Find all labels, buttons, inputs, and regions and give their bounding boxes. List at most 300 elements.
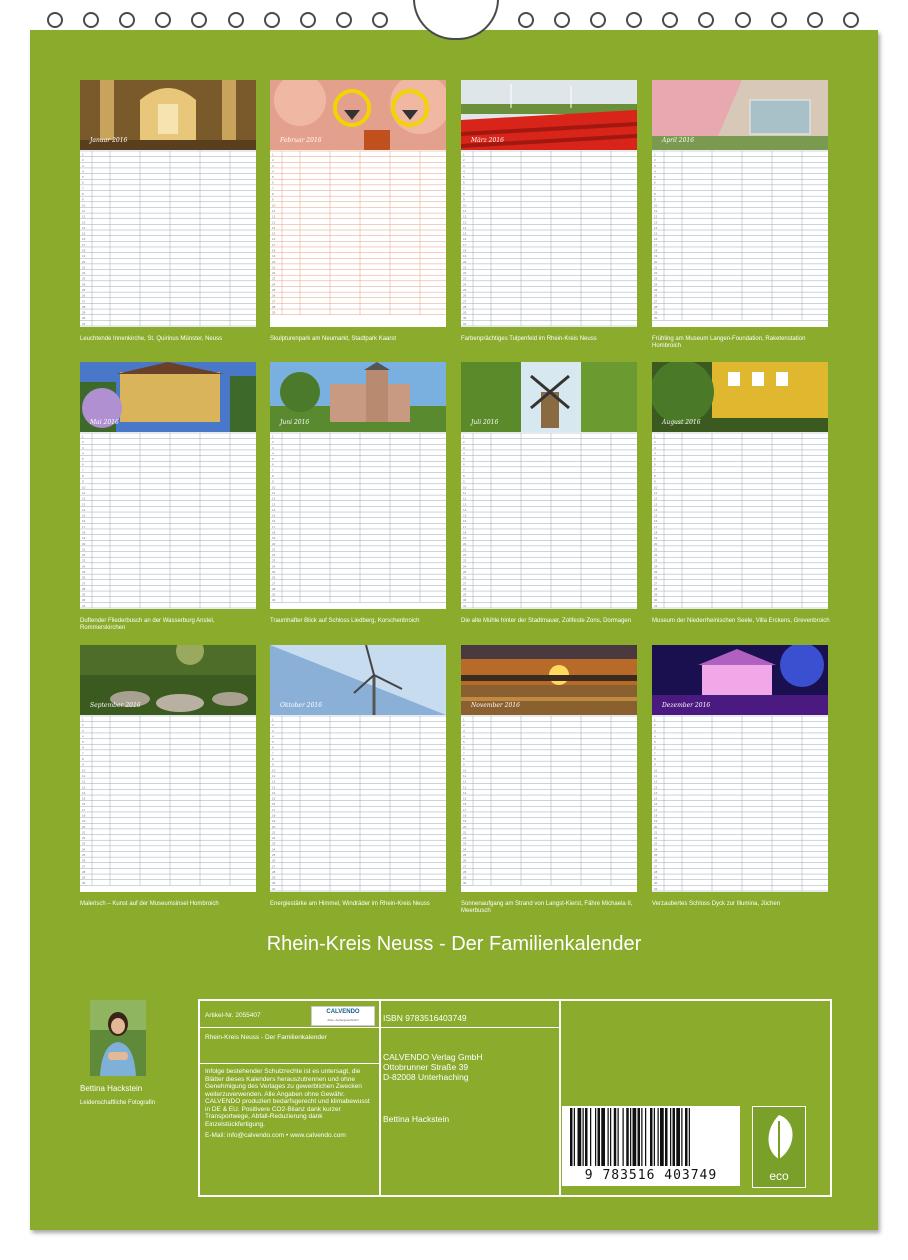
svg-text:27: 27 — [463, 299, 467, 304]
svg-text:15: 15 — [82, 231, 86, 236]
month-caption: Frühling am Museum Langen-Foundation, Raketenstation Hombroich — [652, 336, 806, 349]
svg-text:25: 25 — [272, 570, 276, 574]
svg-text:27: 27 — [272, 864, 276, 869]
svg-text:27: 27 — [654, 864, 658, 869]
eco-badge — [752, 1106, 806, 1188]
month-name: September 2016 — [90, 702, 141, 709]
svg-text:7: 7 — [654, 751, 656, 756]
month-photo — [652, 362, 828, 432]
svg-text:2: 2 — [82, 723, 84, 728]
svg-text:7: 7 — [82, 468, 84, 473]
svg-text:16: 16 — [654, 237, 658, 242]
binding-hole — [807, 12, 823, 28]
month-photo — [270, 645, 446, 715]
svg-text:23: 23 — [654, 841, 658, 846]
svg-text:23: 23 — [654, 276, 658, 281]
svg-text:10: 10 — [654, 485, 658, 490]
svg-text:27: 27 — [82, 581, 86, 586]
svg-text:1: 1 — [272, 434, 274, 439]
svg-text:16: 16 — [654, 519, 658, 524]
svg-text:7: 7 — [272, 186, 274, 191]
svg-text:14: 14 — [654, 507, 658, 512]
svg-text:21: 21 — [463, 547, 467, 552]
svg-text:7: 7 — [654, 186, 656, 191]
svg-text:4: 4 — [272, 169, 274, 174]
month-caption: Energiestärke am Himmel, Windräder im Rhein-Kreis Neuss — [270, 901, 430, 907]
svg-text:29: 29 — [654, 310, 658, 315]
binding-hole — [590, 12, 606, 28]
svg-text:19: 19 — [82, 254, 86, 259]
svg-text:5: 5 — [272, 175, 274, 180]
divider — [200, 1027, 380, 1028]
isbn: ISBN 9783516403749 — [383, 1013, 467, 1023]
svg-text:12: 12 — [463, 496, 467, 501]
svg-text:15: 15 — [272, 231, 276, 236]
binding-hole — [119, 12, 135, 28]
svg-text:20: 20 — [82, 541, 86, 546]
svg-text:26: 26 — [463, 858, 467, 863]
svg-text:18: 18 — [272, 813, 276, 818]
svg-text:11: 11 — [463, 773, 467, 778]
svg-text:14: 14 — [82, 790, 86, 795]
svg-text:15: 15 — [82, 796, 86, 801]
binding-hole — [372, 12, 388, 28]
svg-text:23: 23 — [82, 558, 86, 563]
svg-text:2: 2 — [654, 440, 656, 445]
publisher-line2: Ottobrunner Straße 39 — [383, 1062, 469, 1072]
month-day-grid — [461, 150, 637, 327]
svg-text:26: 26 — [654, 575, 658, 580]
svg-text:18: 18 — [272, 530, 276, 535]
svg-text:6: 6 — [654, 745, 656, 750]
svg-text:7: 7 — [82, 751, 84, 756]
svg-text:10: 10 — [463, 485, 467, 490]
svg-text:20: 20 — [654, 824, 658, 829]
svg-text:15: 15 — [82, 513, 86, 518]
svg-text:20: 20 — [82, 824, 86, 829]
svg-text:27: 27 — [272, 581, 276, 586]
svg-text:21: 21 — [272, 830, 276, 835]
month-name: Dezember 2016 — [662, 702, 711, 709]
svg-text:24: 24 — [82, 282, 86, 287]
svg-text:17: 17 — [272, 242, 276, 247]
svg-text:5: 5 — [463, 175, 465, 180]
svg-text:1: 1 — [463, 152, 465, 157]
svg-text:6: 6 — [654, 180, 656, 185]
svg-text:30: 30 — [272, 881, 276, 886]
svg-text:15: 15 — [654, 231, 658, 236]
svg-text:31: 31 — [463, 321, 467, 326]
svg-text:4: 4 — [82, 451, 84, 456]
svg-text:20: 20 — [654, 259, 658, 264]
binding-hole — [554, 12, 570, 28]
svg-text:29: 29 — [463, 875, 467, 880]
svg-text:3: 3 — [463, 728, 465, 733]
svg-text:13: 13 — [82, 785, 86, 790]
svg-text:31: 31 — [463, 603, 467, 608]
month-panel — [461, 80, 637, 350]
svg-text:31: 31 — [654, 603, 658, 608]
svg-text:14: 14 — [272, 507, 276, 512]
svg-text:2: 2 — [463, 440, 465, 445]
svg-text:23: 23 — [272, 276, 276, 281]
svg-text:2: 2 — [463, 158, 465, 163]
svg-text:8: 8 — [272, 192, 274, 197]
svg-text:8: 8 — [82, 192, 84, 197]
svg-text:6: 6 — [463, 745, 465, 750]
barcode — [562, 1106, 740, 1186]
svg-text:26: 26 — [82, 575, 86, 580]
svg-text:27: 27 — [654, 581, 658, 586]
svg-text:23: 23 — [82, 276, 86, 281]
svg-text:15: 15 — [654, 513, 658, 518]
product-title: Rhein-Kreis Neuss - Der Familienkalender — [205, 1034, 327, 1041]
svg-text:18: 18 — [82, 248, 86, 253]
svg-text:24: 24 — [654, 282, 658, 287]
svg-text:1: 1 — [463, 717, 465, 722]
svg-text:24: 24 — [654, 564, 658, 569]
svg-text:1: 1 — [272, 152, 274, 157]
svg-text:4: 4 — [82, 169, 84, 174]
svg-text:9: 9 — [654, 762, 656, 767]
svg-text:6: 6 — [272, 462, 274, 467]
month-day-grid — [652, 150, 828, 327]
svg-text:27: 27 — [463, 864, 467, 869]
svg-text:19: 19 — [272, 254, 276, 259]
svg-text:16: 16 — [463, 237, 467, 242]
svg-text:17: 17 — [654, 524, 658, 529]
svg-text:23: 23 — [654, 558, 658, 563]
svg-text:11: 11 — [272, 773, 276, 778]
svg-text:15: 15 — [463, 796, 467, 801]
binding-hole — [843, 12, 859, 28]
svg-text:24: 24 — [272, 847, 276, 852]
svg-text:18: 18 — [82, 813, 86, 818]
svg-text:22: 22 — [463, 553, 467, 558]
svg-text:28: 28 — [654, 304, 658, 309]
svg-text:8: 8 — [82, 474, 84, 479]
svg-text:26: 26 — [463, 575, 467, 580]
svg-text:20: 20 — [463, 824, 467, 829]
svg-text:24: 24 — [82, 564, 86, 569]
svg-text:3: 3 — [272, 728, 274, 733]
svg-text:6: 6 — [463, 462, 465, 467]
month-panel — [652, 80, 828, 350]
publisher-line3: D-82008 Unterhaching — [383, 1072, 469, 1082]
month-caption: Sonnenaufgang am Strand von Langst-Kierst, Fähre Michaela II, Meerbusch — [461, 901, 633, 914]
svg-text:3: 3 — [463, 445, 465, 450]
svg-text:27: 27 — [654, 299, 658, 304]
svg-text:19: 19 — [82, 536, 86, 541]
svg-text:12: 12 — [654, 496, 658, 501]
binding-hole — [518, 12, 534, 28]
svg-text:4: 4 — [463, 169, 465, 174]
svg-text:30: 30 — [654, 881, 658, 886]
svg-text:25: 25 — [463, 853, 467, 857]
svg-text:22: 22 — [82, 553, 86, 558]
contact-line: E-Mail: info@calvendo.com • www.calvendo.com — [205, 1132, 346, 1139]
svg-text:18: 18 — [463, 248, 467, 253]
svg-text:29: 29 — [654, 592, 658, 597]
svg-text:8: 8 — [463, 757, 465, 762]
svg-text:19: 19 — [654, 819, 658, 824]
svg-text:5: 5 — [654, 175, 656, 180]
svg-text:6: 6 — [272, 180, 274, 185]
month-day-grid — [270, 432, 446, 609]
svg-text:24: 24 — [463, 282, 467, 287]
svg-text:16: 16 — [82, 519, 86, 524]
svg-text:7: 7 — [654, 468, 656, 473]
svg-text:21: 21 — [463, 830, 467, 835]
svg-text:10: 10 — [654, 768, 658, 773]
svg-text:25: 25 — [463, 288, 467, 292]
svg-text:21: 21 — [82, 830, 86, 835]
month-name: April 2016 — [662, 137, 695, 144]
svg-text:31: 31 — [654, 886, 658, 891]
svg-text:10: 10 — [272, 203, 276, 208]
month-name: Juni 2016 — [280, 419, 310, 426]
svg-text:22: 22 — [272, 553, 276, 558]
month-panel — [270, 362, 446, 632]
svg-text:21: 21 — [82, 547, 86, 552]
svg-text:7: 7 — [272, 468, 274, 473]
svg-text:4: 4 — [463, 451, 465, 456]
svg-text:20: 20 — [272, 541, 276, 546]
svg-text:28: 28 — [272, 586, 276, 591]
svg-text:25: 25 — [82, 853, 86, 857]
svg-text:29: 29 — [272, 310, 276, 315]
svg-text:4: 4 — [654, 451, 656, 456]
month-photo — [652, 80, 828, 150]
svg-text:13: 13 — [463, 502, 467, 507]
svg-text:23: 23 — [272, 841, 276, 846]
svg-text:10: 10 — [82, 768, 86, 773]
binding-hole — [228, 12, 244, 28]
svg-text:17: 17 — [463, 242, 467, 247]
svg-text:1: 1 — [654, 152, 656, 157]
svg-text:6: 6 — [82, 180, 84, 185]
svg-text:5: 5 — [463, 457, 465, 462]
svg-text:1: 1 — [272, 717, 274, 722]
svg-text:13: 13 — [82, 220, 86, 225]
binding-hole — [771, 12, 787, 28]
svg-text:30: 30 — [82, 881, 86, 886]
svg-text:5: 5 — [654, 457, 656, 462]
svg-text:16: 16 — [82, 237, 86, 242]
calendar-title: Rhein-Kreis Neuss - Der Familienkalender — [266, 933, 642, 955]
svg-text:9: 9 — [463, 197, 465, 202]
svg-text:2: 2 — [654, 158, 656, 163]
svg-text:29: 29 — [654, 875, 658, 880]
svg-text:25: 25 — [82, 570, 86, 574]
svg-text:30: 30 — [82, 316, 86, 321]
svg-text:17: 17 — [272, 807, 276, 812]
month-panel — [270, 80, 446, 350]
svg-text:4: 4 — [272, 451, 274, 456]
svg-text:1: 1 — [82, 717, 84, 722]
svg-text:28: 28 — [463, 586, 467, 591]
svg-text:12: 12 — [272, 214, 276, 219]
svg-text:30: 30 — [463, 316, 467, 321]
legal-notice: Infolge bestehender Schutzrechte ist es untersagt, die Blätter dieses Kalenders herauszutrennen und ohne Genehmigung des Verlages zu gewerblichen Zwecken weiterzuverwenden. Alle Angaben ohne Gewähr. CALVENDO produziert bedarfsgerecht und klimabewusst in DE & EU. Positivere CO2-Bilanz dank kurzer Transportwege, Abfall-Reduzierung dank Einzelstückfertigung. — [205, 1068, 370, 1128]
svg-text:7: 7 — [463, 468, 465, 473]
svg-text:14: 14 — [463, 507, 467, 512]
svg-text:5: 5 — [82, 457, 84, 462]
svg-text:8: 8 — [463, 474, 465, 479]
month-photo — [461, 645, 637, 715]
svg-text:13: 13 — [272, 220, 276, 225]
svg-text:9: 9 — [82, 762, 84, 767]
month-photo — [270, 362, 446, 432]
svg-text:17: 17 — [654, 807, 658, 812]
month-name: Mai 2016 — [90, 419, 119, 426]
svg-text:27: 27 — [82, 299, 86, 304]
svg-text:26: 26 — [272, 293, 276, 298]
svg-text:19: 19 — [463, 536, 467, 541]
svg-text:26: 26 — [82, 858, 86, 863]
month-day-grid — [80, 150, 256, 327]
svg-text:21: 21 — [463, 265, 467, 270]
svg-text:26: 26 — [654, 858, 658, 863]
svg-text:9: 9 — [463, 479, 465, 484]
svg-text:6: 6 — [272, 745, 274, 750]
svg-text:21: 21 — [654, 830, 658, 835]
svg-text:17: 17 — [463, 524, 467, 529]
month-panel — [80, 80, 256, 350]
svg-text:1: 1 — [82, 152, 84, 157]
svg-text:20: 20 — [463, 259, 467, 264]
svg-text:11: 11 — [463, 490, 467, 495]
svg-text:3: 3 — [82, 163, 84, 168]
svg-text:15: 15 — [272, 796, 276, 801]
svg-text:10: 10 — [463, 768, 467, 773]
svg-text:11: 11 — [654, 773, 658, 778]
month-name: Oktober 2016 — [280, 702, 323, 709]
svg-text:22: 22 — [463, 271, 467, 276]
svg-text:28: 28 — [463, 304, 467, 309]
month-caption: Die alte Mühle hinter der Stadtmauer, Zollfeste Zons, Dormagen — [461, 618, 632, 624]
svg-text:19: 19 — [463, 254, 467, 259]
svg-text:13: 13 — [654, 785, 658, 790]
svg-text:27: 27 — [463, 581, 467, 586]
svg-text:26: 26 — [463, 293, 467, 298]
binding-hole — [662, 12, 678, 28]
svg-text:22: 22 — [654, 836, 658, 841]
month-name: November 2016 — [471, 702, 520, 709]
month-day-grid — [652, 432, 828, 609]
svg-text:28: 28 — [272, 869, 276, 874]
svg-text:13: 13 — [272, 502, 276, 507]
svg-text:18: 18 — [654, 248, 658, 253]
svg-text:25: 25 — [654, 288, 658, 292]
month-caption: Traumhafter Blick auf Schloss Liedberg, Korschenbroich — [270, 618, 420, 624]
svg-text:1: 1 — [82, 434, 84, 439]
binding-hole — [83, 12, 99, 28]
svg-text:29: 29 — [272, 592, 276, 597]
svg-text:13: 13 — [654, 220, 658, 225]
month-caption: Malerisch – Kunst auf der Museumsinsel Hombroich — [80, 901, 219, 907]
month-panel — [461, 362, 637, 632]
svg-text:22: 22 — [463, 836, 467, 841]
svg-text:17: 17 — [272, 524, 276, 529]
svg-text:24: 24 — [654, 847, 658, 852]
month-day-grid — [270, 715, 446, 892]
svg-text:27: 27 — [82, 864, 86, 869]
svg-text:24: 24 — [463, 847, 467, 852]
binding-hole — [155, 12, 171, 28]
svg-text:22: 22 — [654, 553, 658, 558]
svg-text:9: 9 — [654, 197, 656, 202]
svg-text:13: 13 — [463, 785, 467, 790]
svg-text:24: 24 — [272, 564, 276, 569]
svg-text:13: 13 — [654, 502, 658, 507]
svg-text:15: 15 — [654, 796, 658, 801]
svg-text:17: 17 — [82, 524, 86, 529]
month-panel — [652, 362, 828, 632]
month-day-grid — [80, 432, 256, 609]
svg-text:16: 16 — [463, 519, 467, 524]
svg-text:11: 11 — [654, 208, 658, 213]
svg-text:25: 25 — [654, 570, 658, 574]
author-photo — [90, 1000, 146, 1076]
svg-text:4: 4 — [82, 734, 84, 739]
svg-text:1: 1 — [654, 717, 656, 722]
binding-hole — [735, 12, 751, 28]
svg-text:28: 28 — [82, 869, 86, 874]
svg-text:19: 19 — [654, 536, 658, 541]
svg-text:12: 12 — [463, 214, 467, 219]
binding-hole — [626, 12, 642, 28]
svg-text:14: 14 — [82, 225, 86, 230]
svg-text:4: 4 — [654, 169, 656, 174]
svg-text:29: 29 — [463, 310, 467, 315]
svg-text:4: 4 — [654, 734, 656, 739]
svg-text:10: 10 — [272, 768, 276, 773]
svg-text:8: 8 — [463, 192, 465, 197]
svg-text:30: 30 — [82, 598, 86, 603]
svg-text:5: 5 — [463, 740, 465, 745]
svg-text:13: 13 — [272, 785, 276, 790]
svg-text:12: 12 — [654, 779, 658, 784]
binding-hole — [47, 12, 63, 28]
leaf-icon — [753, 1107, 805, 1167]
svg-text:12: 12 — [82, 496, 86, 501]
svg-text:8: 8 — [82, 757, 84, 762]
svg-text:25: 25 — [82, 288, 86, 292]
month-photo — [652, 645, 828, 715]
divider — [559, 1001, 561, 1195]
binding-hole — [336, 12, 352, 28]
svg-text:22: 22 — [272, 271, 276, 276]
svg-text:2: 2 — [82, 158, 84, 163]
svg-text:29: 29 — [82, 310, 86, 315]
month-caption: Leuchtende Innenkirche, St. Quirinus Münster, Neuss — [80, 336, 223, 342]
svg-text:28: 28 — [463, 869, 467, 874]
svg-text:8: 8 — [272, 474, 274, 479]
month-day-grid — [652, 715, 828, 892]
svg-text:15: 15 — [463, 231, 467, 236]
svg-text:3: 3 — [82, 728, 84, 733]
svg-text:25: 25 — [272, 853, 276, 857]
svg-text:27: 27 — [272, 299, 276, 304]
month-name: August 2016 — [662, 419, 701, 426]
svg-text:9: 9 — [82, 479, 84, 484]
svg-text:6: 6 — [82, 462, 84, 467]
svg-text:18: 18 — [463, 530, 467, 535]
svg-text:29: 29 — [272, 875, 276, 880]
svg-text:3: 3 — [272, 163, 274, 168]
month-panel — [80, 362, 256, 632]
